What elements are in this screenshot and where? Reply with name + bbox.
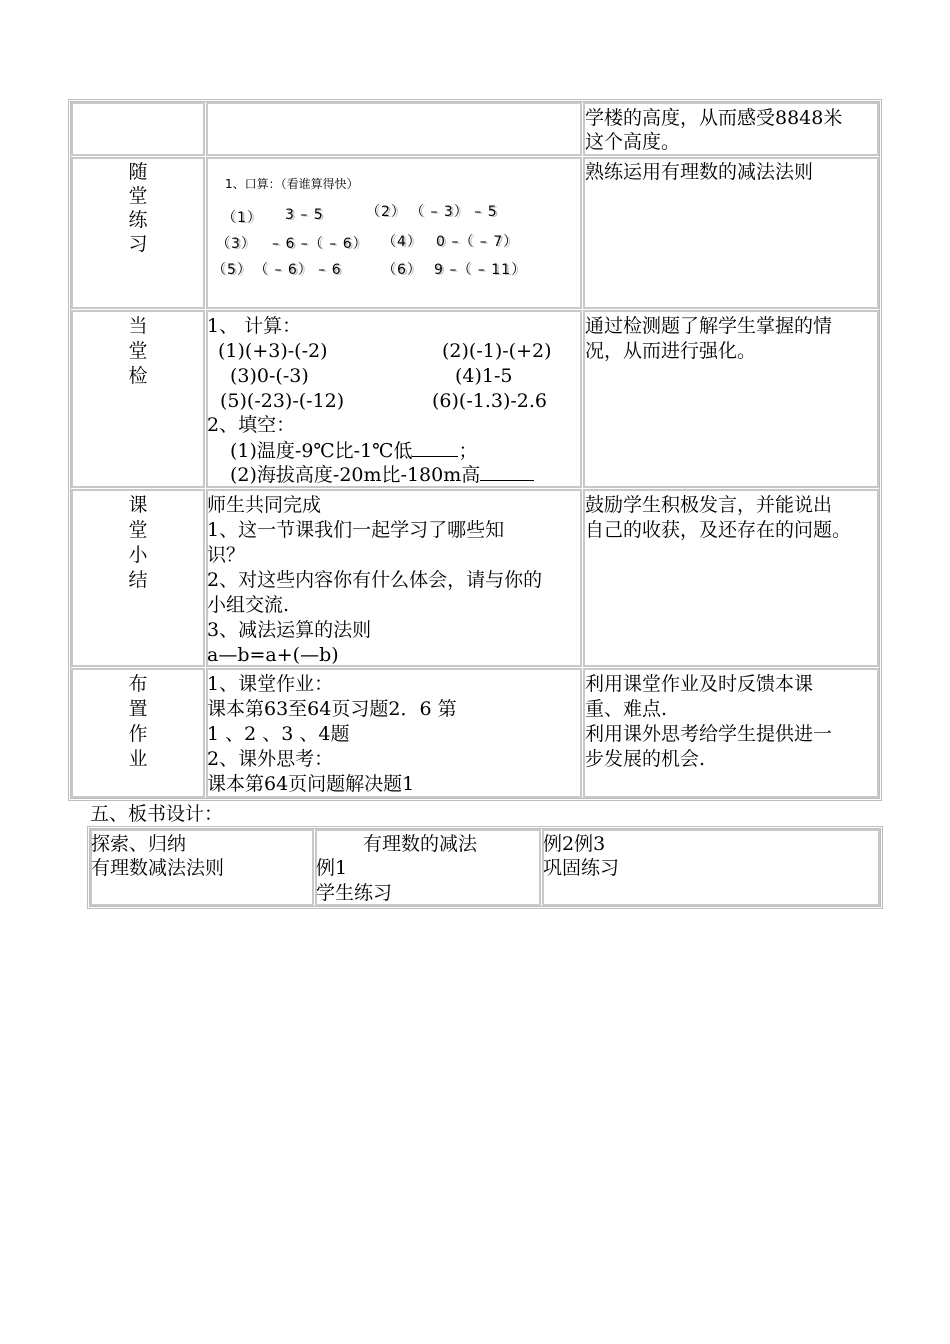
row1-header-char-1: 随 [128, 161, 148, 183]
exercise-2-expr: （ – 3） – 5 [410, 204, 498, 220]
row1-header-char-2: 堂 [128, 185, 148, 207]
summary-line-5: 小组交流. [207, 594, 290, 616]
homework-line-4: 2、课外思考： [207, 748, 334, 770]
board-col2-line-2: 学生练习 [316, 882, 393, 904]
homework-line-5: 课本第64页问题解决题1 [207, 773, 415, 795]
exercise-5-expr: （ – 6） – 6 [254, 262, 342, 278]
board-col3-line-2: 巩固练习 [543, 857, 620, 879]
row3-header-char-2: 堂 [128, 519, 148, 541]
row2-goal-line-2: 况，从而进行强化。 [585, 340, 757, 362]
oral-calc-title: 1、口算：（看谁算得快） [225, 177, 359, 191]
summary-line-3: 识？ [207, 544, 246, 566]
homework-line-2: 课本第63至64页习题2．6 第 [207, 698, 457, 720]
row2-header-char-3: 检 [128, 365, 148, 387]
section5-title: 五、板书设计： [90, 803, 224, 825]
row2-header-char-2: 堂 [128, 340, 148, 362]
row4-header-char-4: 业 [128, 748, 148, 770]
fill-item-2 [230, 462, 534, 487]
row0-goal-line-1: 学楼的高度，从而感受8848米 [585, 107, 843, 129]
row4-goal-line-4: 步发展的机会. [585, 748, 706, 770]
exercise-5-num: （5） [212, 262, 252, 278]
board-col2-title: 有理数的减法 [363, 833, 478, 855]
row0-goal-line-2: 这个高度。 [585, 131, 681, 153]
homework-line-3: 1 、2 、3 、4题 [207, 723, 350, 745]
exercise-4-expr: 0 –（ – 7） [436, 234, 519, 250]
row0-header-cell [71, 102, 205, 156]
calc-item-5: (5)(-23)-(-12) [220, 390, 345, 412]
board-col2-line-1: 例1 [316, 857, 348, 879]
fill-item-1-end: ； [458, 440, 478, 462]
row1-goal-line-1: 熟练运用有理数的减法法则 [585, 161, 814, 183]
row1-header-char-4: 习 [128, 233, 148, 255]
summary-line-7: a—b=a+(—b) [207, 644, 339, 666]
row4-goal-line-1: 利用课堂作业及时反馈本课 [585, 673, 814, 695]
row4-header-char-2: 置 [128, 698, 148, 720]
exercise-1-num: （1） [222, 210, 262, 226]
summary-line-6: 3、减法运算的法则 [207, 619, 372, 641]
fill-item-1-text: (1)温度-9℃比-1℃低 [230, 440, 413, 462]
row3-header-char-1: 课 [128, 494, 148, 516]
calc-item-1: (1)(+3)-(-2) [218, 340, 328, 362]
exercise-3-num: （3） [216, 236, 256, 252]
fill-title: 2、填空： [207, 414, 296, 436]
row3-header-char-3: 小 [128, 544, 148, 566]
summary-line-2: 1、这一节课我们一起学习了哪些知 [207, 519, 505, 541]
fill-item-2-text: (2)海拔高度-20m比-180m高 [230, 464, 481, 486]
exercise-6-num: （6） [382, 262, 422, 278]
summary-line-1: 师生共同完成 [207, 494, 322, 516]
fill-item-1 [230, 438, 477, 463]
row2-header-char-1: 当 [128, 315, 148, 337]
row1-header-char-3: 练 [128, 209, 148, 231]
exercise-4-num: （4） [382, 234, 422, 250]
row3-goal-line-2: 自己的收获，及还存在的问题。 [585, 519, 852, 541]
board-col1-line-1: 探索、归纳 [91, 833, 187, 855]
row4-goal-line-3: 利用课外思考给学生提供进一 [585, 723, 833, 745]
calc-item-2: (2)(-1)-(+2) [442, 340, 552, 362]
exercise-2-num: （2） [366, 204, 406, 220]
board-col3-line-1: 例2例3 [543, 833, 606, 855]
row3-header-char-4: 结 [128, 569, 148, 591]
row3-goal-line-1: 鼓励学生积极发言，并能说出 [585, 494, 833, 516]
board-col1-line-2: 有理数减法法则 [91, 857, 225, 879]
calc-item-3: (3)0-(-3) [230, 365, 309, 387]
exercise-6-expr: 9 –（ – 11） [434, 262, 527, 278]
row0-content-cell [206, 102, 582, 156]
calc-title: 1、 计算： [207, 315, 302, 337]
row4-header-char-1: 布 [128, 673, 148, 695]
fill-item-2-blank[interactable] [480, 462, 534, 481]
row4-header-char-3: 作 [128, 723, 148, 745]
homework-line-1: 1、课堂作业： [207, 673, 334, 695]
row2-goal-line-1: 通过检测题了解学生掌握的情 [585, 315, 833, 337]
exercise-3-expr: – 6 –（ – 6） [272, 236, 368, 252]
calc-item-6: (6)(-1.3)-2.6 [432, 390, 548, 412]
exercise-1-expr: 3 – 5 [285, 207, 324, 223]
calc-item-4: (4)1-5 [455, 365, 513, 387]
row4-goal-line-2: 重、难点. [585, 698, 668, 720]
summary-line-4: 2、对这些内容你有什么体会，请与你的 [207, 569, 543, 591]
fill-item-1-blank[interactable] [412, 438, 458, 457]
